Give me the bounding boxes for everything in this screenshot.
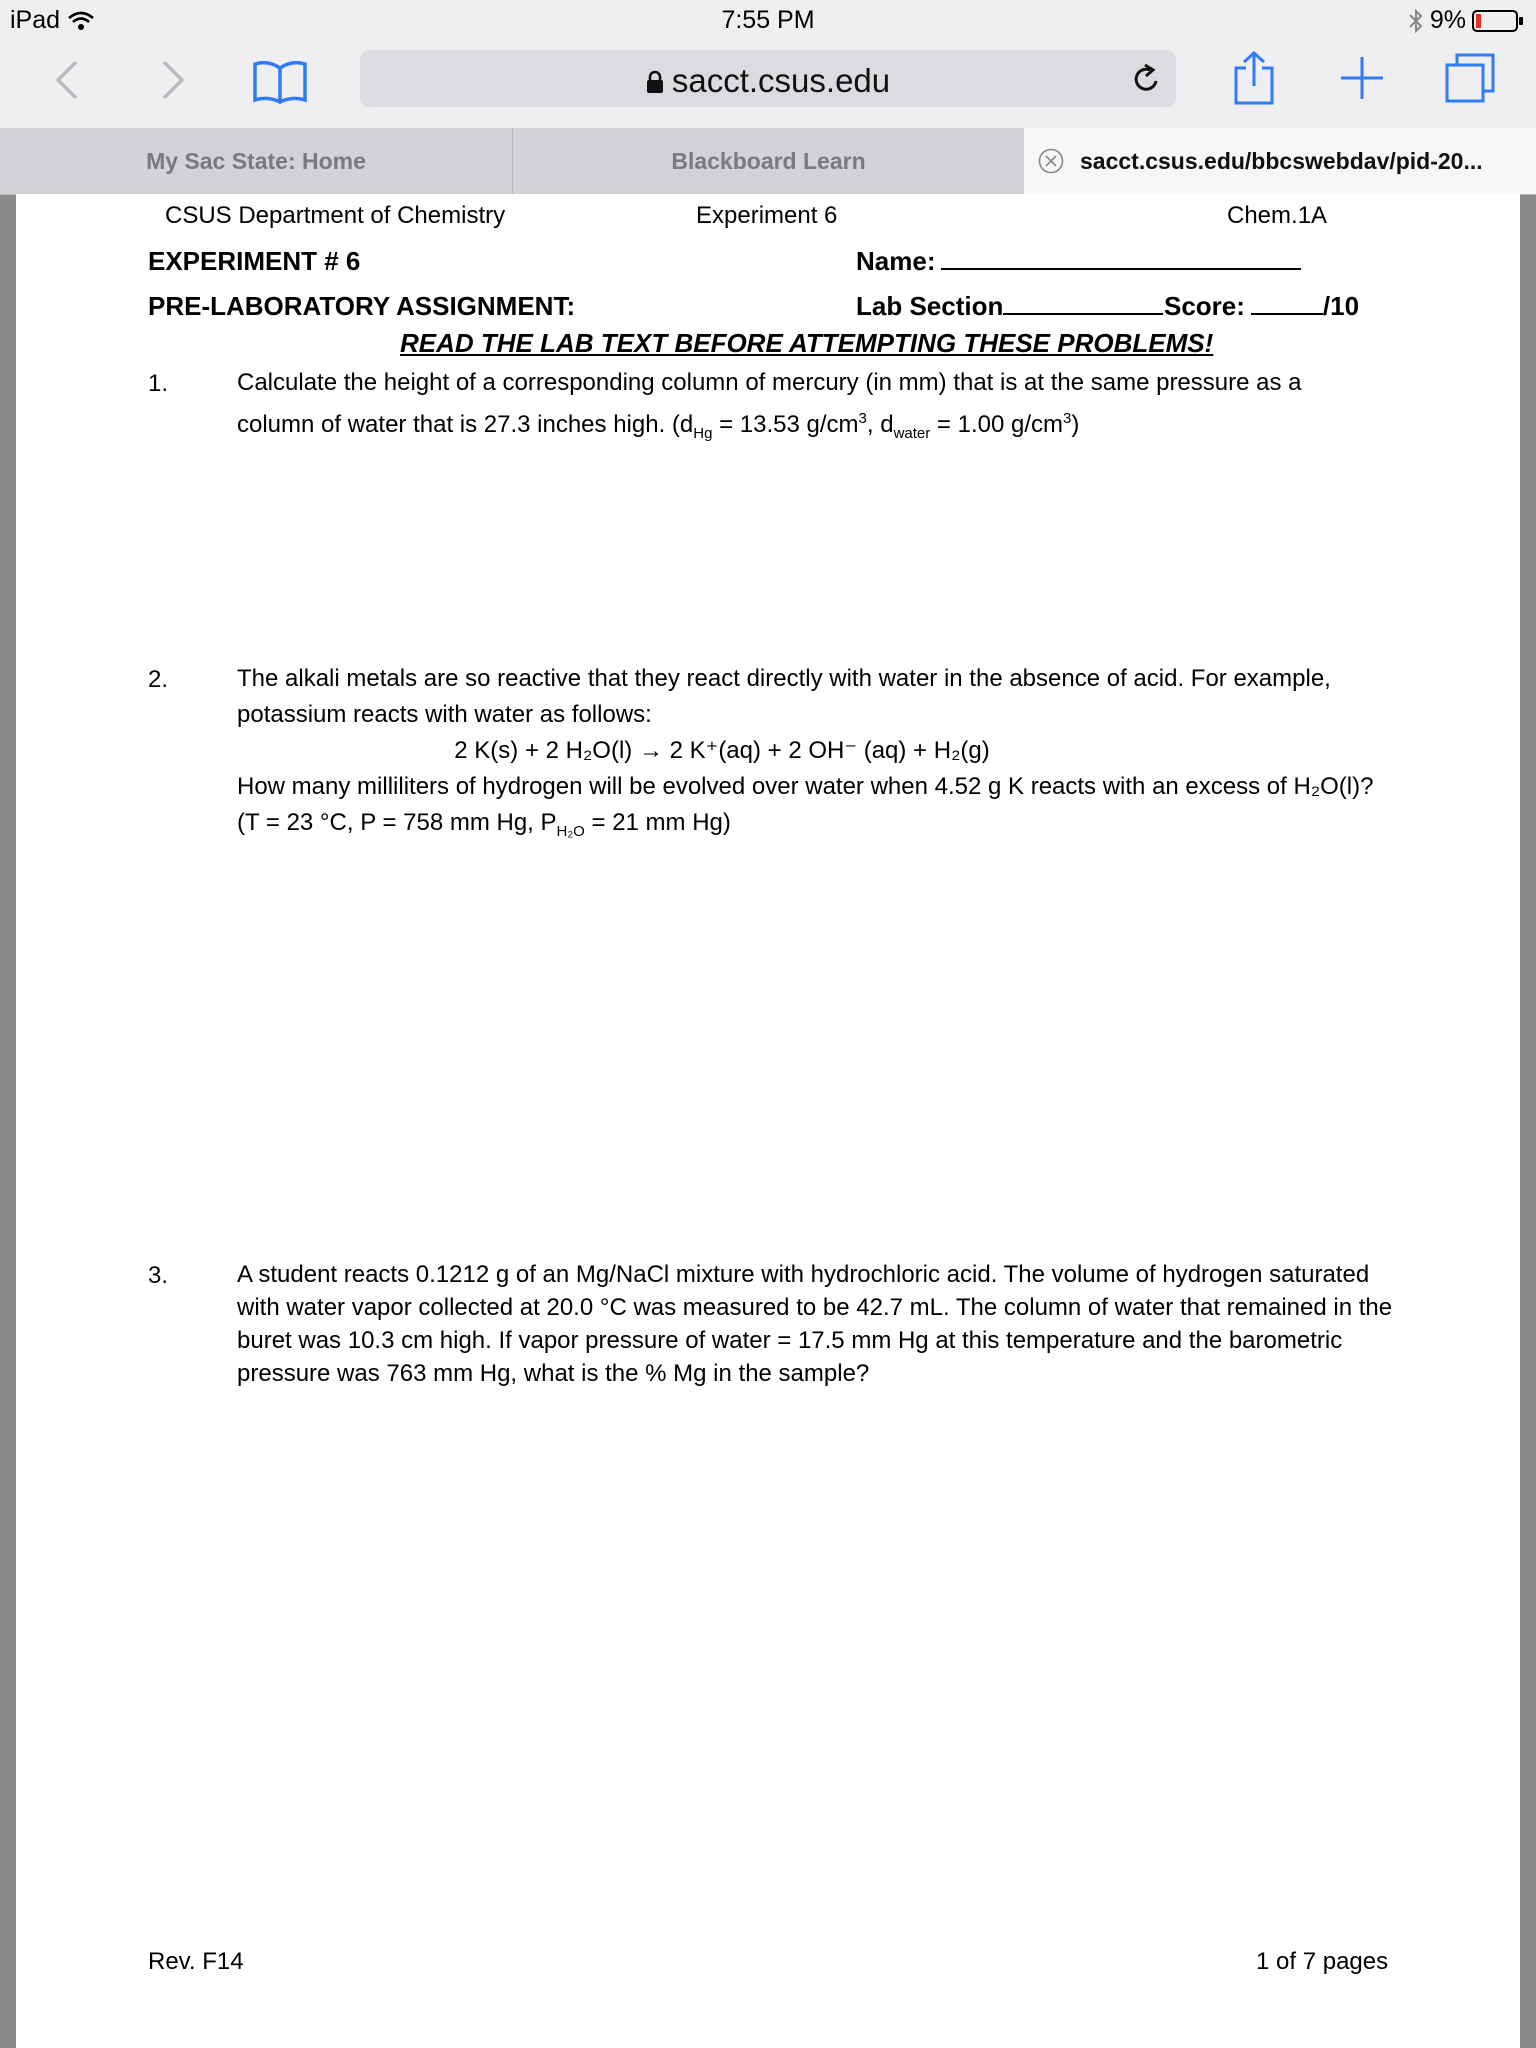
tab-label: My Sac State: Home [146,148,366,174]
bookmarks-icon[interactable] [252,58,308,104]
page-count: 1 of 7 pages [1256,1948,1389,1975]
tab-my-sac-state[interactable] [0,128,513,194]
score-field: Score: /10 [1164,291,1360,321]
share-icon[interactable] [1232,50,1276,106]
tab-label: sacct.csus.edu/bbcswebdav/pid-20... [1080,148,1483,174]
back-icon[interactable] [54,58,80,102]
name-field: Name: [856,246,1301,277]
tab-active-pdf[interactable] [1024,128,1536,194]
prelab-title: PRE-LABORATORY ASSIGNMENT: [148,291,576,321]
reload-icon[interactable] [1130,63,1162,95]
header-experiment: Experiment 6 [696,202,838,229]
tabs-icon[interactable] [1444,52,1496,104]
question-number: 2. [148,666,169,693]
lab-section-field: Lab Section [856,291,1163,322]
lock-icon [646,70,664,94]
header-course: Chem.1A [1227,202,1328,229]
tab-bar [0,128,1536,195]
new-tab-icon[interactable] [1338,54,1386,102]
question-number: 1. [148,370,169,397]
question-number: 3. [148,1262,169,1289]
bluetooth-icon [1408,8,1424,34]
tab-blackboard-learn[interactable] [513,128,1024,194]
instruction-heading: READ THE LAB TEXT BEFORE ATTEMPTING THESE PROBLEMS! [400,328,1214,358]
revision-label: Rev. F14 [148,1948,244,1975]
experiment-title: EXPERIMENT # 6 [148,246,361,276]
address-bar[interactable] [360,50,1176,107]
wifi-icon [68,11,94,31]
question-1: Calculate the height of a corresponding column of mercury (in mm) that is at the same pressure as a column of water that is 27.3 inches high. ($d_{Hg} = 13.53$ $g/cm^3$, $d_{water} = 1.00$ $g/cm^3$) [237,369,1302,442]
question-2: The alkali metals are so reactive that they react directly with water in the absence of acid. For example, potassium reacts with water as follows: 2 K(s) + 2 H₂O(l) → 2 K⁺(aq) + 2 OH⁻ (aq) + H₂(g) How many milliliters of hydrogen will be evolved over water when 4.52 g K reacts with an excess of H₂O(l)? (T = 23 °C, P = 758 mm Hg, $P_{H_2O} = 21$ mm Hg) [237,661,1407,850]
question-3: A student reacts 0.1212 g of an Mg/NaCl mixture with hydrochloric acid. The volume of hydrogen saturated with water vapor collected at 20.0 °C was measured to be 42.7 mL. The column of water that remained in the buret was 10.3 cm high. If vapor pressure of water = 17.5 mm Hg at this temperature and the barometric pressure was 763 mm Hg, what is the % Mg in the sample? [237,1261,1393,1387]
tab-label: Blackboard Learn [671,148,866,174]
pdf-page [16,194,1520,2048]
close-tab-icon[interactable] [1038,148,1064,174]
battery-percent: 9% [1429,6,1466,34]
browser-toolbar [0,42,1536,128]
forward-icon[interactable] [160,58,186,102]
reaction-equation: 2 K(s) + 2 H₂O(l) → 2 K⁺(aq) + 2 OH⁻ (aq) + H₂(g) [454,737,990,764]
clock: 7:55 PM [721,6,815,34]
status-bar [0,0,1536,42]
battery-icon [1472,9,1524,33]
header-department: CSUS Department of Chemistry [165,202,506,229]
device-label: iPad [10,6,61,34]
url-text: sacct.csus.edu [671,62,891,99]
